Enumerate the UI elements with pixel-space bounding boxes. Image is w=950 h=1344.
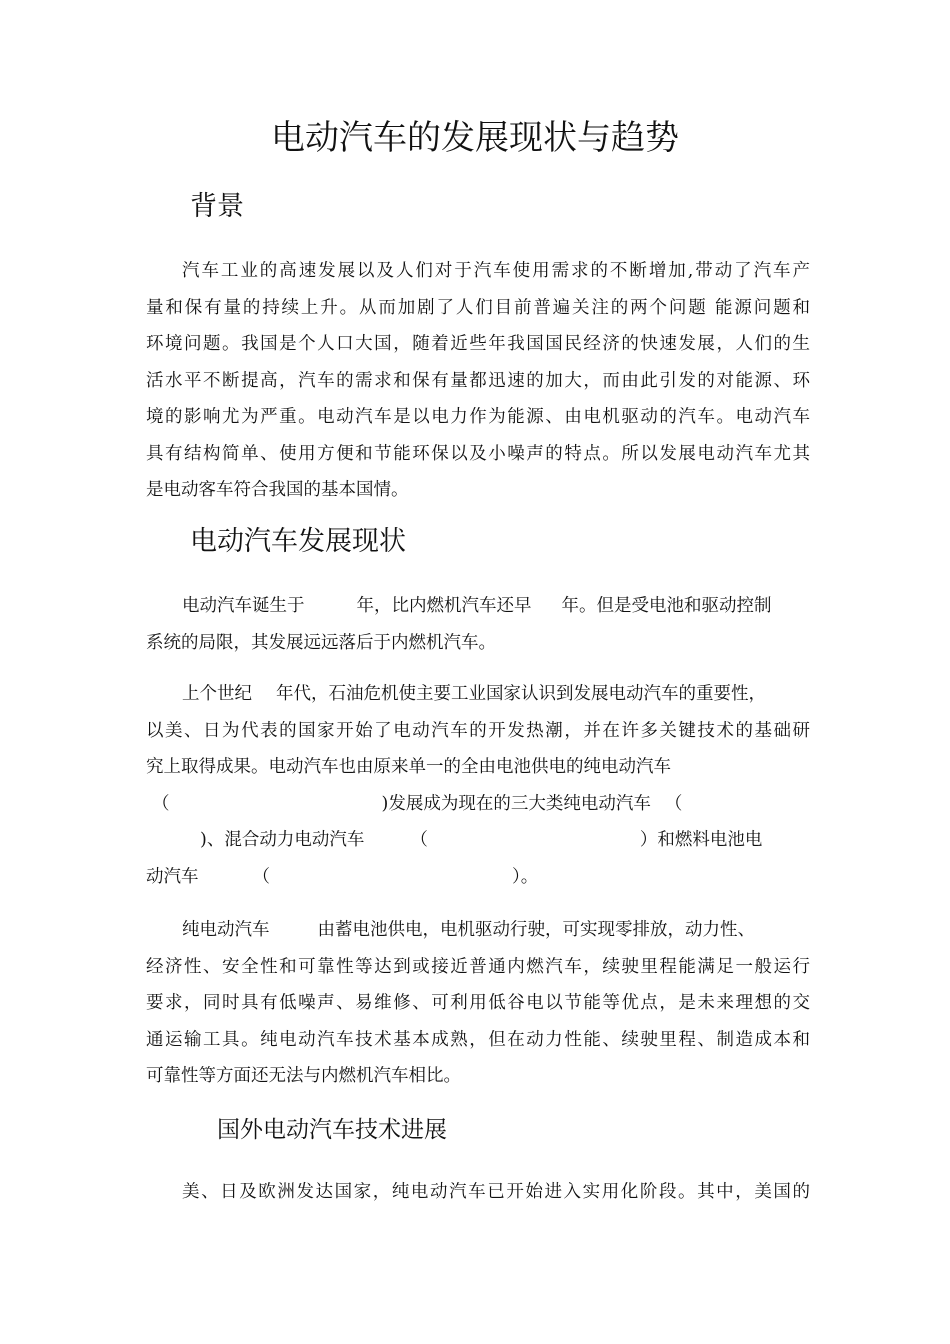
paragraph-line: 系统的局限，其发展远远落后于内燃机汽车。	[146, 632, 496, 653]
text-fragment: 动汽车	[146, 866, 199, 887]
paragraph-line: 活水平不断提高，汽车的需求和保有量都迅速的加大，而由此引发的对能源、环	[146, 370, 810, 391]
paragraph-line: 以美、日为代表的国家开始了电动汽车的开发热潮，并在许多关键技术的基础研	[146, 720, 810, 741]
text-fragment: 电动汽车诞生于	[182, 596, 305, 616]
section-heading-foreign: 国外电动汽车技术进展	[217, 1117, 447, 1143]
text-fragment: ）。	[512, 866, 539, 887]
paragraph-line: 经济性、安全性和可靠性等达到或接近普通内燃汽车，续驶里程能满足一般运行	[146, 956, 810, 977]
status-paragraph-2	[146, 676, 810, 895]
paragraph-line: 可靠性等方面还无法与内燃机汽车相比。	[146, 1066, 461, 1086]
text-fragment: 年，比内燃机汽车还早	[356, 596, 532, 616]
text-fragment: 由蓄电池供电，电机驱动行驶，可实现零排放，动力性、	[317, 920, 755, 940]
text-fragment: （	[152, 793, 170, 814]
section-heading-background: 背景	[190, 191, 244, 222]
text-fragment: （	[410, 830, 428, 850]
paragraph-line: 是电动客车符合我国的基本国情。	[146, 480, 409, 500]
background-paragraph	[146, 253, 810, 509]
paragraph-line: 美、日及欧洲发达国家，纯电动汽车已开始进入实用化阶段。其中，美国的	[182, 1182, 810, 1202]
paragraph-line	[146, 676, 810, 713]
document-title: 电动汽车的发展现状与趋势	[271, 118, 679, 158]
paragraph-line: 量和保有量的持续上升。从而加剧了人们目前普遍关注的两个问题 能源问题和	[146, 297, 810, 318]
text-fragment: )、混合动力电动汽车	[200, 830, 365, 850]
paragraph-line: 究上取得成果。电动汽车也由原来单一的全由电池供电的纯电动汽车	[146, 757, 671, 777]
paragraph-line: 境的影响尤为严重。电动汽车是以电力作为能源、由电机驱动的汽车。电动汽车	[146, 407, 810, 427]
text-fragment: （	[664, 793, 683, 814]
status-paragraph-1	[146, 588, 810, 661]
text-fragment: 上个世纪	[182, 684, 252, 704]
paragraph-line: 要求，同时具有低噪声、易维修、可利用低谷电以节能等优点，是未来理想的交	[146, 993, 810, 1013]
status-paragraph-3	[146, 912, 810, 1095]
paragraph-line: 汽车工业的高速发展以及人们对于汽车使用需求的不断增加,带动了汽车产	[182, 261, 810, 281]
text-fragment: 年代，石油危机使主要工业国家认识到发展电动汽车的重要性，	[276, 684, 766, 704]
paragraph-line	[146, 786, 810, 823]
section-heading-status: 电动汽车发展现状	[190, 526, 406, 557]
paragraph-line: 环境问题。我国是个人口大国，随着近些年我国国民经济的快速发展，人们的生	[146, 334, 810, 354]
text-fragment: ）和燃料电池电	[639, 830, 763, 850]
paragraph-line: 具有结构简单、使用方便和节能环保以及小噪声的特点。所以发展电动汽车尤其	[146, 443, 810, 464]
text-fragment: )发展成为现在的三大类纯电动汽车	[381, 793, 651, 814]
paragraph-line	[146, 588, 810, 625]
foreign-paragraph	[146, 1174, 810, 1211]
text-fragment: 纯电动汽车	[182, 920, 270, 940]
paragraph-line: 通运输工具。纯电动汽车技术基本成熟，但在动力性能、续驶里程、制造成本和	[146, 1029, 810, 1050]
text-fragment: （	[252, 866, 270, 887]
paragraph-line	[146, 822, 810, 859]
paragraph-line	[146, 912, 810, 949]
text-fragment: 年。但是受电池和驱动控制	[561, 596, 772, 616]
paragraph-line	[146, 859, 810, 896]
